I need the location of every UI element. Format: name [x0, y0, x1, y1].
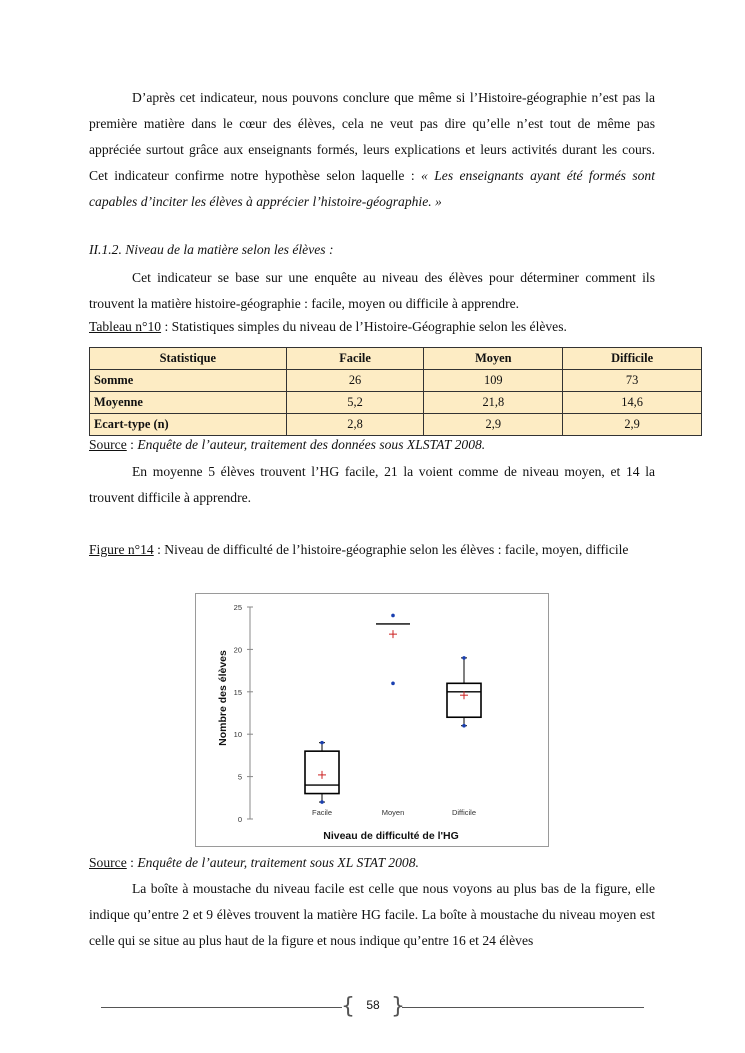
- table-caption-label: Tableau n°10: [89, 319, 162, 334]
- box-facile: [305, 741, 339, 804]
- table-row-label: Somme: [90, 370, 287, 392]
- box-difficile: [447, 656, 481, 727]
- x-axis-title: Niveau de difficulté de l'HG: [323, 830, 459, 842]
- extreme-point: [391, 682, 395, 686]
- table-cell: 2,9: [424, 414, 563, 436]
- y-tick-label: 10: [233, 730, 242, 740]
- box-moyen: [376, 614, 410, 685]
- paragraph-conclusion-text: D’après cet indicateur, nous pouvons conclure que même si l’Histoire-géographie n’est pas la première matière dans le cœur des élèves, cela ne veut pas dire qu’elle n’est tout de même pas appréciée surtout grâce aux enseignants formés, leurs explications et leurs activités durant les cours. Cet indicateur confirme notre hypothèse selon laquelle :: [89, 90, 655, 183]
- y-axis-title: Nombre des élèves: [217, 650, 229, 746]
- table-cell: 5,2: [286, 392, 424, 414]
- table-row-label: Moyenne: [90, 392, 287, 414]
- paragraph-conclusion: [89, 85, 655, 215]
- table-source: [89, 437, 485, 453]
- source-text: Enquête de l’auteur, traitement des données sous XLSTAT 2008.: [137, 437, 486, 452]
- x-category-label: Facile: [311, 808, 333, 817]
- box-rect: [447, 683, 481, 717]
- table-row: [90, 370, 702, 392]
- table-header-cell: Statistique: [90, 348, 287, 370]
- paragraph-boxplot-analysis: La boîte à moustache du niveau facile est celle que nous voyons au plus bas de la figure, elle indique qu’entre 2 et 9 élèves trouvent la matière HG facile. La boîte à moustache du niveau moyen est celle qui se situe au plus haut de la figure et nous indique qu’entre 16 et 24 élèves: [89, 881, 655, 948]
- table-row: [90, 392, 702, 414]
- figure-caption-text: : Niveau de difficulté de l’histoire-géographie selon les élèves : facile, moyen, difficile: [153, 542, 629, 557]
- table-cell: 2,8: [286, 414, 424, 436]
- table-header-row: [90, 348, 702, 370]
- table-cell: 14,6: [563, 392, 702, 414]
- y-tick-label: 20: [233, 645, 242, 655]
- statistics-table: [89, 347, 702, 436]
- extreme-point: [320, 741, 324, 745]
- boxplot-svg: [196, 594, 548, 846]
- footer-brace-left: {: [341, 994, 355, 1019]
- y-tick-label: 0: [237, 815, 242, 824]
- figure-source: [89, 855, 419, 871]
- source-separator: :: [126, 855, 138, 870]
- page-number: 58: [366, 998, 380, 1012]
- extreme-point: [320, 800, 324, 804]
- figure-caption: [89, 537, 655, 563]
- footer-rule-right: [402, 1007, 644, 1008]
- y-tick-label: 25: [233, 603, 242, 612]
- table-cell: 2,9: [563, 414, 702, 436]
- source-label: Source: [89, 855, 127, 870]
- table-cell: 26: [286, 370, 424, 392]
- table-row-label: Ecart-type (n): [90, 414, 287, 436]
- table-cell: 21,8: [424, 392, 563, 414]
- extreme-point: [391, 614, 395, 618]
- y-tick-label: 5: [237, 772, 242, 782]
- boxplot-chart: [195, 593, 549, 847]
- hypothesis-quote: « Les enseignants ayant été formés sont capables d’inciter les élèves à apprécier l’histoire-géographie. »: [89, 168, 655, 209]
- y-tick-label: 15: [233, 687, 242, 697]
- footer-brace-right: }: [391, 994, 405, 1019]
- paragraph-averages: En moyenne 5 élèves trouvent l’HG facile, 21 la voient comme de niveau moyen, et 14 la trouvent difficile à apprendre.: [89, 464, 655, 505]
- table-row: [90, 414, 702, 436]
- table-caption-text: : Statistiques simples du niveau de l’Histoire-Géographie selon les élèves.: [161, 319, 567, 334]
- extreme-point: [462, 724, 466, 728]
- paragraph-indicator: Cet indicateur se base sur une enquête au niveau des élèves pour déterminer comment ils trouvent la matière histoire-géographie : facile, moyen ou difficile à apprendre.: [89, 270, 655, 311]
- extreme-point: [462, 656, 466, 660]
- figure-caption-label: Figure n°14: [89, 542, 154, 557]
- x-category-label: Difficile: [451, 808, 477, 817]
- table-caption: [89, 319, 567, 335]
- table-header-cell: Difficile: [563, 348, 702, 370]
- section-heading: II.1.2. Niveau de la matière selon les élèves :: [89, 242, 334, 257]
- x-category-label: Moyen: [381, 808, 405, 817]
- table-cell: 73: [563, 370, 702, 392]
- table-header-cell: Facile: [286, 348, 424, 370]
- table-header-cell: Moyen: [424, 348, 563, 370]
- table-cell: 109: [424, 370, 563, 392]
- source-text: Enquête de l’auteur, traitement sous XL STAT 2008.: [137, 855, 419, 870]
- source-separator: :: [126, 437, 138, 452]
- source-label: Source: [89, 437, 127, 452]
- footer-rule-left: [101, 1007, 342, 1008]
